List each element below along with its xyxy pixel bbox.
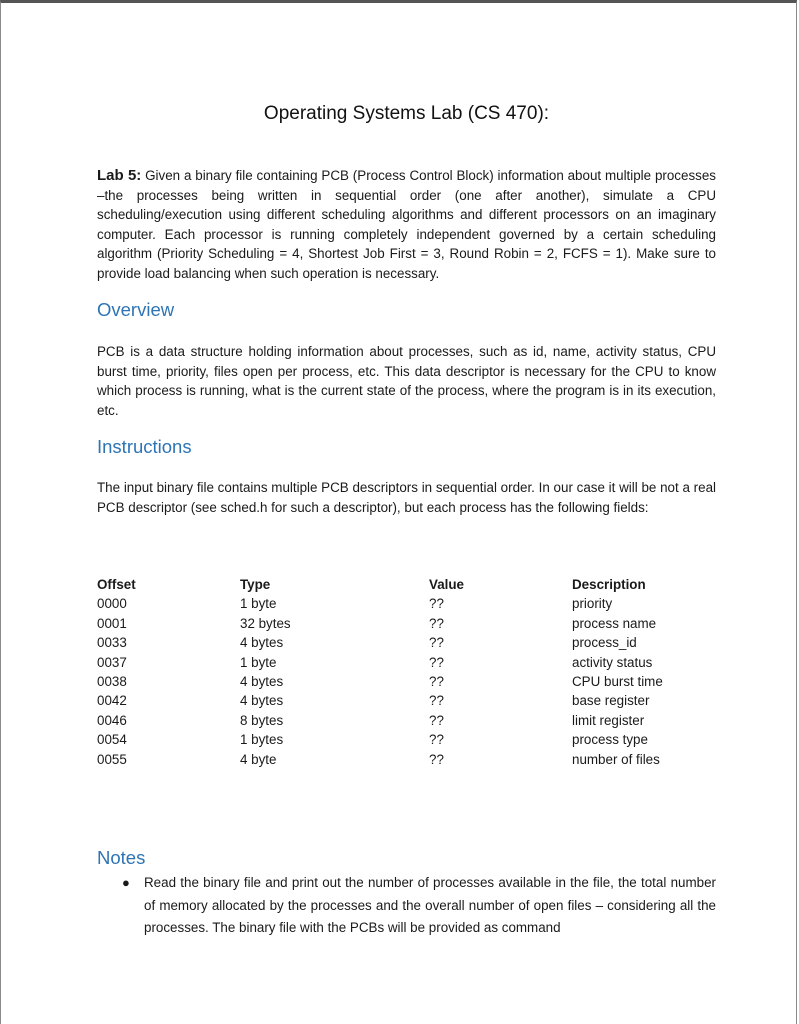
cell-description: base register — [572, 693, 650, 709]
table-row — [97, 594, 716, 613]
overview-heading: Overview — [97, 299, 175, 320]
cell-value: ?? — [429, 673, 444, 689]
notes-list — [97, 872, 716, 940]
instructions-heading: Instructions — [97, 436, 192, 457]
cell-offset: 0042 — [97, 693, 127, 709]
cell-offset: 0000 — [97, 596, 127, 612]
cell-type: 4 byte — [240, 751, 277, 767]
cell-type: 1 bytes — [240, 732, 284, 748]
note-text: Read the binary file and print out the number of processes available in the file, the total number of memory allocated by the processes and the overall number of open files – considering all the processes. The binary file with the PCBs will be provided as command — [144, 875, 716, 936]
cell-value: ?? — [429, 596, 444, 612]
header-offset: Offset — [97, 577, 136, 592]
cell-value: ?? — [429, 732, 444, 748]
table-row — [97, 653, 716, 672]
cell-description: number of files — [572, 751, 660, 767]
pcb-fields-table — [97, 575, 716, 769]
lab-text: Given a binary file containing PCB (Process Control Block) information about multiple processes –the processes being written in sequential order (one after another), simulate a CPU scheduling/execution using different scheduling algorithms and different processors on an imaginary computer. Each processor is running completely independent governed by a certain scheduling algorithm (Priority Scheduling = 4, Shortest Job First = 3, Round Robin = 2, FCFS = 1). Make sure to provide load balancing when such operation is necessary. — [97, 168, 716, 281]
table-row — [97, 750, 716, 769]
lab-label: Lab 5: — [97, 167, 142, 184]
cell-type: 4 bytes — [240, 635, 284, 651]
cell-type: 32 bytes — [240, 615, 291, 631]
list-item — [97, 872, 716, 940]
cell-offset: 0001 — [97, 615, 127, 631]
page-title: Operating Systems Lab (CS 470): — [263, 103, 550, 124]
overview-text: PCB is a data structure holding information about processes, such as id, name, activity status, CPU burst time, priority, files open per process, etc. This data descriptor is necessary for the CPU to know which process is running, what is the current state of the process, where the program is in its execution, etc. — [97, 344, 716, 418]
bullet-icon: ● — [122, 875, 130, 890]
cell-offset: 0046 — [97, 712, 127, 728]
cell-description: limit register — [572, 712, 645, 728]
table-row — [97, 672, 716, 691]
cell-type: 4 bytes — [240, 693, 284, 709]
cell-offset: 0038 — [97, 673, 127, 689]
cell-value: ?? — [429, 635, 444, 651]
cell-description: process_id — [572, 635, 637, 651]
cell-description: activity status — [572, 654, 653, 670]
cell-type: 1 byte — [240, 654, 277, 670]
cell-type: 1 byte — [240, 596, 277, 612]
cell-offset: 0055 — [97, 751, 127, 767]
cell-offset: 0054 — [97, 732, 127, 748]
notes-heading: Notes — [97, 847, 146, 868]
cell-description: process name — [572, 615, 657, 631]
table-row — [97, 711, 716, 730]
cell-description: process type — [572, 732, 648, 748]
cell-type: 4 bytes — [240, 673, 284, 689]
cell-offset: 0037 — [97, 654, 127, 670]
cell-value: ?? — [429, 751, 444, 767]
cell-value: ?? — [429, 615, 444, 631]
cell-value: ?? — [429, 654, 444, 670]
table-row — [97, 633, 716, 652]
header-value: Value — [429, 577, 464, 592]
cell-description: priority — [572, 596, 613, 612]
cell-type: 8 bytes — [240, 712, 284, 728]
table-header — [97, 575, 716, 594]
table-row — [97, 691, 716, 710]
lab-description — [97, 166, 716, 284]
table-row — [97, 730, 716, 749]
header-description: Description — [572, 577, 646, 592]
table-row — [97, 614, 716, 633]
cell-offset: 0033 — [97, 635, 127, 651]
cell-value: ?? — [429, 693, 444, 709]
instructions-text: The input binary file contains multiple PCB descriptors in sequential order. In our case it will be not a real PCB descriptor (see sched.h for such a descriptor), but each process has the following fields: — [97, 480, 716, 515]
header-type: Type — [240, 577, 271, 592]
cell-description: CPU burst time — [572, 673, 663, 689]
cell-value: ?? — [429, 712, 444, 728]
